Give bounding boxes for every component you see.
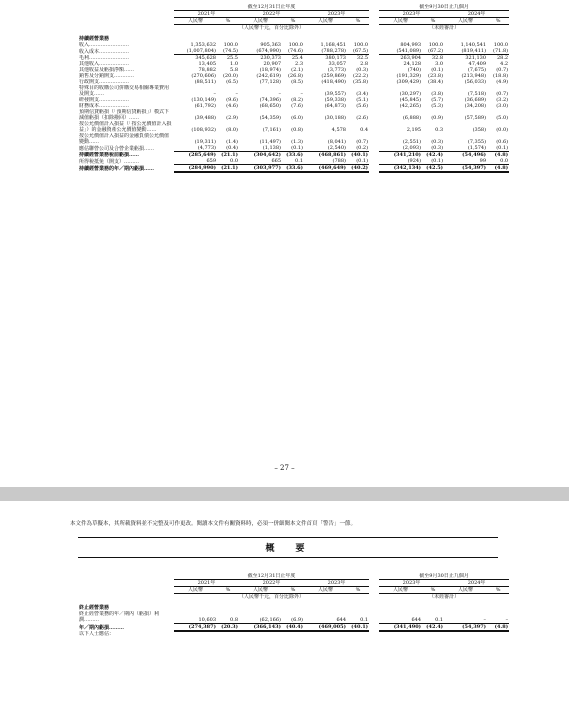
header-year: 2023年 [304, 11, 369, 18]
amount-cell: 659 [174, 158, 217, 165]
header-pct: % [217, 18, 239, 25]
percent-cell: (0.2) [347, 145, 369, 152]
percent-cell: (5.1) [356, 97, 369, 103]
percent-cell: 100.0 [353, 42, 369, 48]
percent-cell [487, 631, 509, 637]
row-label: 持續經營業務稅前虧損…… [79, 152, 140, 158]
amount-cell: (309,429) [396, 79, 422, 85]
header-pct: % [282, 587, 304, 594]
amount-cell: 804,993 [400, 42, 422, 48]
amount-cell: (7,518) [467, 91, 487, 97]
amount-cell: (242,619) [256, 73, 281, 79]
percent-cell: (1.3) [291, 139, 303, 145]
amount-cell: (342,134) [379, 165, 422, 173]
row-label: 收入…………………… [79, 42, 130, 48]
amount-cell: 665 [239, 158, 282, 165]
amount-cell: (341,490) [379, 623, 422, 631]
amount-cell: (74,396) [259, 97, 281, 103]
header-pct: % [347, 587, 369, 594]
amount-cell: (674,990) [239, 48, 282, 55]
amount-cell: (469,005) [304, 623, 347, 631]
page-number: – 27 – [274, 464, 295, 472]
amount-cell: (304,642) [253, 152, 281, 158]
percent-cell: (74.6) [282, 48, 304, 55]
amount-cell: (8,041) [327, 139, 346, 145]
income-statement-table-continued [78, 573, 509, 637]
percent-cell: (6.9) [282, 611, 304, 623]
row-label: 銷售及分銷開支………… [79, 73, 135, 79]
amount-cell: (788) [304, 158, 347, 165]
amount-cell: (54,359) [259, 115, 281, 121]
row-label: 終止經營業務的年／期內（虧損）利潤……… [79, 611, 160, 623]
percent-cell: (33.6) [282, 165, 304, 173]
amount-cell: (54,496) [462, 152, 487, 158]
percent-cell: (7.6) [291, 103, 303, 109]
header-group-nine-months: 截至9月30日止九個月 [379, 573, 509, 580]
header-rmb: 人民幣 [239, 587, 282, 594]
percent-cell: – [487, 611, 509, 623]
percent-cell: (71.8) [487, 48, 509, 55]
amount-cell: (468,861) [318, 152, 346, 158]
amount-cell: 905,363 [260, 42, 281, 48]
percent-cell: (40.1) [351, 152, 369, 158]
amount-cell: (284,990) [174, 165, 217, 173]
amount-cell: (42,265) [399, 103, 422, 109]
percent-cell: 0.1 [347, 611, 369, 623]
percent-cell: (35.8) [353, 79, 369, 85]
percent-cell: 1.0 [230, 61, 238, 67]
percent-cell: 2.3 [295, 61, 303, 67]
header-rmb: 人民幣 [444, 18, 487, 25]
percent-cell: (40.4) [282, 623, 304, 631]
header-rmb: 人民幣 [304, 18, 347, 25]
amount-cell: (274,387) [174, 623, 217, 631]
percent-cell: (0.1) [347, 158, 369, 165]
percent-cell: (4.8) [494, 152, 509, 158]
percent-cell: 100.0 [288, 42, 303, 48]
header-rmb: 人民幣 [174, 18, 217, 25]
amount-cell: 33,057 [328, 61, 346, 67]
header-rmb: 人民幣 [304, 587, 347, 594]
percent-cell [282, 631, 304, 637]
percent-cell: (0.7) [496, 91, 509, 97]
percent-cell: (42.5) [422, 165, 444, 173]
percent-cell: (42.4) [426, 152, 444, 158]
percent-cell: 3.0 [435, 61, 444, 67]
header-year: 2023年 [379, 580, 444, 587]
amount-cell: (62,166) [239, 611, 282, 623]
amount-cell: (2,093) [379, 145, 422, 152]
amount-cell [379, 631, 422, 637]
amount-cell: 99 [444, 158, 487, 165]
percent-cell: (1.4) [226, 139, 238, 145]
percent-cell: (5.0) [496, 115, 509, 121]
amount-cell: (1,007,804) [174, 48, 217, 55]
percent-cell: (21.1) [221, 152, 238, 158]
percent-cell: (4.8) [487, 165, 509, 173]
percent-cell: 25.5 [226, 55, 238, 61]
amount-cell: (57,589) [464, 115, 487, 121]
percent-cell: (9.6) [226, 97, 238, 103]
percent-cell: (2.6) [356, 115, 369, 121]
header-pct: % [487, 18, 509, 25]
amount-cell: 380,173 [325, 55, 346, 61]
percent-cell: (0.1) [422, 158, 444, 165]
percent-cell: – [300, 91, 303, 97]
percent-cell: (0.4) [217, 145, 239, 152]
amount-cell: (285,649) [188, 152, 216, 158]
percent-cell: 0.1 [282, 158, 304, 165]
amount-cell: (77,128) [259, 79, 281, 85]
header-pct: % [422, 587, 444, 594]
row-label: 其他收益及虧損淨額…… [79, 67, 135, 73]
percent-cell: (67.5) [347, 48, 369, 55]
amount-cell: 1,168,451 [320, 42, 346, 48]
amount-cell: (56,033) [464, 79, 487, 85]
row-label: 持續經營業務的年／期內虧損…… [79, 166, 155, 172]
column-gap [369, 133, 379, 145]
column-gap [369, 85, 379, 97]
column-gap [369, 631, 379, 637]
amount-cell: 644 [379, 611, 422, 623]
amount-cell: (366,143) [239, 623, 282, 631]
amount-cell: 1,353,632 [190, 42, 216, 48]
amount-cell: – [213, 91, 216, 97]
header-group-year: 截至12月31日止年度 [174, 573, 369, 580]
column-gap [369, 623, 379, 631]
header-rmb: 人民幣 [174, 587, 217, 594]
header-group-year: 截至12月31日止年度 [174, 4, 369, 11]
row-label: 行政開支……………… [79, 79, 130, 85]
header-pct: % [347, 18, 369, 25]
header-year: 2022年 [239, 11, 304, 18]
percent-cell: 5.8 [230, 67, 238, 73]
amount-cell: (30,297) [399, 91, 422, 97]
percent-cell: (4.6) [226, 103, 238, 109]
amount-cell: (819,411) [444, 48, 487, 55]
amount-cell: (39,488) [194, 115, 216, 121]
percent-cell: (2.9) [226, 115, 238, 121]
row-label: 應佔聯營公司及合營企業虧損…… [79, 145, 155, 152]
header-pct: % [217, 587, 239, 594]
percent-cell: (8.2) [291, 97, 303, 103]
amount-cell [304, 631, 347, 637]
header-unit-note: （人民幣千元，百分比除外） [239, 594, 305, 600]
section-title: 持續經營業務 [79, 36, 110, 42]
amount-cell: (418,490) [321, 79, 346, 85]
table-row [78, 133, 509, 145]
percent-cell: (6.0) [291, 115, 303, 121]
percent-cell: (0.7) [496, 67, 509, 73]
percent-cell: 100.0 [428, 42, 444, 48]
percent-cell: (0.9) [431, 115, 444, 121]
amount-cell: (64,873) [324, 103, 346, 109]
amount-cell: (7,161) [262, 127, 281, 133]
percent-cell: 32.5 [356, 55, 369, 61]
row-label: 以下人士應佔： [79, 630, 115, 637]
header-year: 2021年 [174, 580, 239, 587]
percent-cell: 0.8 [217, 611, 239, 623]
percent-cell: (0.6) [496, 139, 509, 145]
amount-cell: 321,130 [465, 55, 487, 61]
table-row [78, 85, 509, 97]
amount-cell: (4,773) [174, 145, 217, 152]
table-row [78, 165, 509, 173]
row-label: 毛利…………………… [79, 55, 130, 61]
percent-cell: (3.2) [496, 97, 509, 103]
amount-cell: (130,149) [191, 97, 216, 103]
percent-cell: (6.5) [226, 79, 238, 85]
percent-cell: – [235, 91, 238, 97]
header-year: 2023年 [304, 580, 369, 587]
amount-cell: (270,606) [191, 73, 216, 79]
amount-cell: (303,977) [239, 165, 282, 173]
column-gap [369, 121, 379, 133]
amount-cell: 47,409 [468, 61, 487, 67]
amount-cell [444, 631, 487, 637]
percent-cell: (0.1) [282, 145, 304, 152]
header-unaudited: （未經審計） [429, 25, 460, 31]
percent-cell: (0.8) [291, 127, 303, 133]
page-title: 概 要 [78, 537, 498, 558]
amount-cell: – [444, 611, 487, 623]
percent-cell: (3.8) [431, 91, 444, 97]
percent-cell: (0.3) [431, 139, 444, 145]
amount-cell: (341,210) [393, 152, 422, 158]
row-label: 年／期內虧損……… [79, 624, 125, 631]
amount-cell: 24,128 [403, 61, 422, 67]
amount-cell: (19,311) [194, 139, 216, 145]
amount-cell: (54,397) [444, 623, 487, 631]
amount-cell: 4,578 [331, 127, 346, 133]
column-gap [369, 611, 379, 623]
amount-cell: (45,845) [399, 97, 422, 103]
percent-cell: (5.3) [431, 103, 444, 109]
amount-cell: 13,405 [198, 61, 216, 67]
amount-cell: (39,557) [324, 91, 346, 97]
table-row [78, 623, 509, 631]
table-row [78, 611, 509, 623]
percent-cell: 100.0 [223, 42, 238, 48]
amount-cell: (788,278) [304, 48, 347, 55]
percent-cell: (26.8) [287, 73, 303, 79]
header-rmb: 人民幣 [379, 18, 422, 25]
percent-cell: (8.5) [291, 79, 303, 85]
percent-cell: (8.0) [226, 127, 238, 133]
percent-cell: (23.8) [428, 73, 444, 79]
table-row [78, 121, 509, 133]
percent-cell: (4.8) [487, 623, 509, 631]
amount-cell: (88,511) [194, 79, 216, 85]
amount-cell: 20,907 [263, 61, 281, 67]
amount-cell: 78,882 [198, 67, 216, 73]
percent-cell: (2.1) [291, 67, 303, 73]
amount-cell: (1,138) [239, 145, 282, 152]
percent-cell: 28.2 [496, 55, 509, 61]
amount-cell: (68,650) [259, 103, 281, 109]
percent-cell [347, 631, 369, 637]
header-rmb: 人民幣 [379, 587, 422, 594]
row-label: 收入成本……………… [79, 48, 130, 55]
header-unit-note: （人民幣千元，百分比除外） [239, 25, 305, 31]
header-pct: % [487, 587, 509, 594]
amount-cell: (1,574) [444, 145, 487, 152]
amount-cell: (740) [407, 67, 422, 73]
amount-cell [239, 631, 282, 637]
header-year: 2023年 [379, 11, 444, 18]
percent-cell: 0.3 [435, 127, 444, 133]
row-label: 按公允價值計入損益（「按公允價值計入損益」）的金融資產公允價值變動…… [79, 121, 172, 133]
percent-cell: (18.8) [493, 73, 509, 79]
header-year: 2021年 [174, 11, 239, 18]
amount-cell: 345,628 [195, 55, 216, 61]
percent-cell: (0.1) [487, 145, 509, 152]
amount-cell: (541,089) [379, 48, 422, 55]
header-year: 2024年 [444, 580, 509, 587]
percent-cell: 100.0 [493, 42, 509, 48]
amount-cell: (191,329) [396, 73, 422, 79]
row-label: 研發開支……………… [79, 97, 130, 103]
amount-cell: (54,397) [444, 165, 487, 173]
amount-cell: 230,373 [260, 55, 281, 61]
amount-cell: (469,649) [304, 165, 347, 173]
amount-cell: 1,140,541 [460, 42, 487, 48]
amount-cell: (34,208) [464, 103, 487, 109]
amount-cell: (7,355) [467, 139, 487, 145]
amount-cell: 2,195 [406, 127, 422, 133]
percent-cell: (40.1) [347, 623, 369, 631]
amount-cell: (2,540) [304, 145, 347, 152]
row-label: 所得稅抵免（開支）……… [79, 158, 140, 165]
amount-cell: (924) [379, 158, 422, 165]
statement-rows [78, 42, 509, 172]
percent-cell: 0.0 [487, 158, 509, 165]
percent-cell: (40.2) [347, 165, 369, 173]
amount-cell: 263,904 [400, 55, 422, 61]
percent-cell: (0.0) [496, 127, 509, 133]
percent-cell: 0.1 [422, 611, 444, 623]
row-label: 預期信貸虧損（「預期信貸虧損」）模式下減值虧損（扣除撥回）…… [79, 109, 170, 121]
column-gap [369, 165, 379, 173]
amount-cell: – [278, 91, 281, 97]
amount-cell: (358) [472, 127, 487, 133]
percent-cell: 32.8 [431, 55, 444, 61]
amount-cell: (3,773) [327, 67, 346, 73]
percent-cell: 2.8 [360, 61, 369, 67]
section-title: 終止經營業務 [79, 605, 110, 611]
percent-cell: (33.6) [286, 152, 303, 158]
amount-cell: 10,603 [174, 611, 217, 623]
page-separator [0, 487, 569, 501]
document-page-2 [0, 501, 569, 713]
amount-cell: (11,497) [259, 139, 281, 145]
amount-cell: (59,338) [324, 97, 346, 103]
percent-cell: (4.9) [496, 79, 509, 85]
percent-cell: 0.0 [217, 158, 239, 165]
amount-cell: (7,675) [467, 67, 487, 73]
header-year: 2024年 [444, 11, 509, 18]
percent-cell [422, 631, 444, 637]
column-gap [369, 109, 379, 121]
percent-cell: (5.6) [356, 103, 369, 109]
header-pct: % [422, 18, 444, 25]
percent-cell: (42.4) [422, 623, 444, 631]
percent-cell: (20.3) [217, 623, 239, 631]
row-label: 其他收入……………… [79, 61, 130, 67]
row-label: 按公允價值計入損益的金融負債公允價值變動…… [79, 133, 170, 145]
percent-cell: (0.3) [356, 67, 369, 73]
percent-cell: (38.4) [428, 79, 444, 85]
table-row [78, 109, 509, 121]
amount-cell: (2,551) [402, 139, 422, 145]
draft-notice: 本文件為草擬本，其所載資料並不完整及可作更改。閱讀本文件有關資料時，必須一併細閱本文件首頁「警告」一節。 [70, 521, 357, 527]
statement-rows [78, 611, 509, 637]
percent-cell [217, 631, 239, 637]
percent-cell: 25.4 [291, 55, 303, 61]
percent-cell: (0.1) [431, 67, 444, 73]
amount-cell: (108,932) [191, 127, 216, 133]
amount-cell [174, 631, 217, 637]
header-pct: % [282, 18, 304, 25]
amount-cell: (18,974) [259, 67, 281, 73]
amount-cell: (213,948) [461, 73, 487, 79]
percent-cell: (21.1) [217, 165, 239, 173]
percent-cell: 0.4 [360, 127, 369, 133]
amount-cell: (30,188) [324, 115, 346, 121]
header-unaudited: （未經審計） [429, 594, 460, 600]
income-statement-table [78, 4, 509, 173]
amount-cell: (259,869) [321, 73, 346, 79]
amount-cell: (36,689) [464, 97, 487, 103]
percent-cell: 4.2 [500, 61, 509, 67]
amount-cell: (6,888) [402, 115, 422, 121]
percent-cell: (0.7) [356, 139, 369, 145]
percent-cell: (67.2) [422, 48, 444, 55]
header-rmb: 人民幣 [239, 18, 282, 25]
percent-cell: (0.3) [422, 145, 444, 152]
table-row [78, 631, 509, 637]
percent-cell: (5.7) [431, 97, 444, 103]
row-label: 財務成本……………… [79, 103, 130, 109]
header-group-nine-months: 截至9月30日止九個月 [379, 4, 509, 11]
percent-cell: (20.0) [222, 73, 238, 79]
header-rmb: 人民幣 [444, 587, 487, 594]
percent-cell: (3.4) [356, 91, 369, 97]
header-year: 2022年 [239, 580, 304, 587]
percent-cell: (74.5) [217, 48, 239, 55]
row-label: 特殊目的收購公司併購交易相關專業費用及開支…… [79, 85, 170, 97]
amount-cell: 644 [304, 611, 347, 623]
amount-cell: (61,792) [194, 103, 216, 109]
percent-cell: (3.0) [496, 103, 509, 109]
percent-cell: (22.2) [353, 73, 369, 79]
